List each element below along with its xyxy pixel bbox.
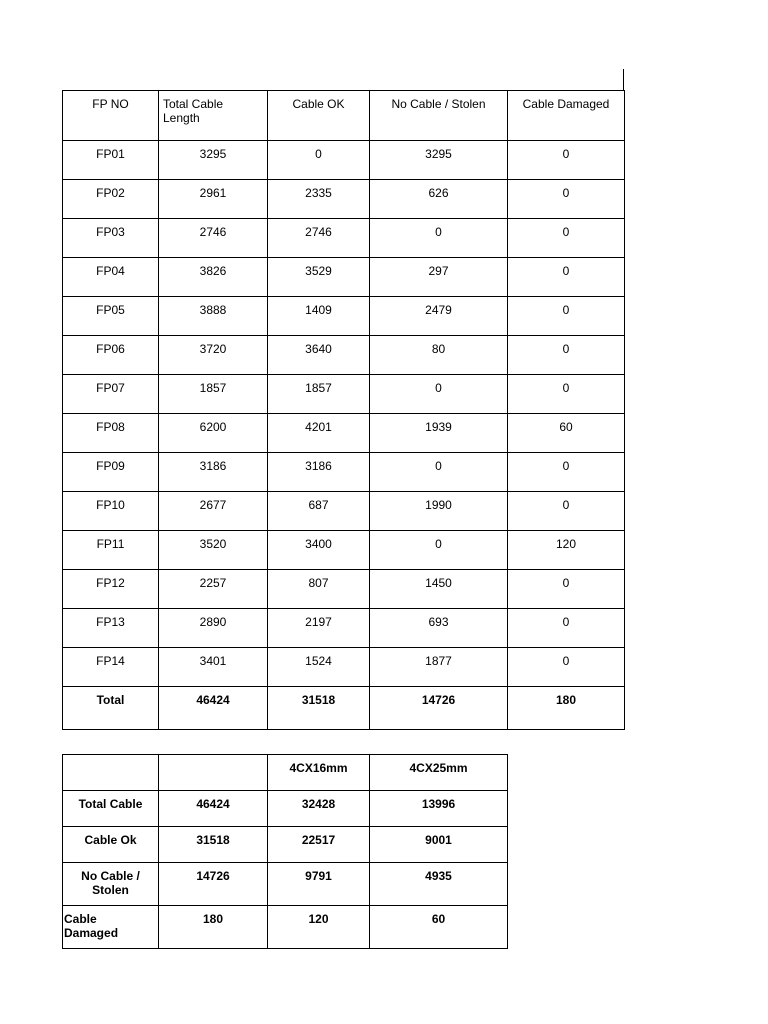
cell-cable-ok: 4201: [268, 414, 370, 453]
cell-no-cable-stolen: 297: [370, 258, 508, 297]
cell-fp-no: FP11: [63, 531, 159, 570]
cell-cable-ok: 2335: [268, 180, 370, 219]
cell-cable-damaged: 0: [508, 258, 625, 297]
total-cable-damaged: 180: [508, 687, 625, 730]
table-row: [63, 219, 625, 258]
summary-header-blank-2: [159, 755, 268, 791]
cell-fp-no: FP09: [63, 453, 159, 492]
summary-header-4cx16mm: 4CX16mm: [268, 755, 370, 791]
summary-row-total-cable: [63, 791, 508, 827]
cell-cable-ok: 3640: [268, 336, 370, 375]
summary-value: 32428: [268, 791, 370, 827]
cell-cable-ok: 687: [268, 492, 370, 531]
header-cable-ok: Cable OK: [268, 91, 370, 141]
cell-fp-no: FP06: [63, 336, 159, 375]
table-row: [63, 414, 625, 453]
summary-value: 22517: [268, 827, 370, 863]
summary-label: No Cable / Stolen: [63, 863, 159, 906]
cell-cable-damaged: 0: [508, 570, 625, 609]
cell-fp-no: FP12: [63, 570, 159, 609]
summary-value: 13996: [370, 791, 508, 827]
cell-total-cable-length: 2257: [159, 570, 268, 609]
table-row: [63, 570, 625, 609]
cell-cable-ok: 0: [268, 141, 370, 180]
summary-value: 31518: [159, 827, 268, 863]
cell-total-cable-length: 3826: [159, 258, 268, 297]
cell-no-cable-stolen: 0: [370, 375, 508, 414]
table-row: [63, 609, 625, 648]
summary-row-cable-ok: [63, 827, 508, 863]
summary-header-4cx25mm: 4CX25mm: [370, 755, 508, 791]
table-row: [63, 492, 625, 531]
summary-header-row: [63, 755, 508, 791]
cell-fp-no: FP07: [63, 375, 159, 414]
summary-value: 180: [159, 906, 268, 949]
cell-total-cable-length: 3888: [159, 297, 268, 336]
cell-fp-no: FP13: [63, 609, 159, 648]
cable-status-table: [62, 90, 625, 730]
cell-cable-ok: 807: [268, 570, 370, 609]
cell-cable-ok: 3400: [268, 531, 370, 570]
cell-no-cable-stolen: 1939: [370, 414, 508, 453]
summary-value: 60: [370, 906, 508, 949]
cell-fp-no: FP02: [63, 180, 159, 219]
cell-no-cable-stolen: 1990: [370, 492, 508, 531]
summary-value: 9791: [268, 863, 370, 906]
cell-cable-ok: 1857: [268, 375, 370, 414]
cell-fp-no: FP04: [63, 258, 159, 297]
cell-total-cable-length: 2746: [159, 219, 268, 258]
table-row: [63, 258, 625, 297]
cell-cable-ok: 2197: [268, 609, 370, 648]
cell-cable-damaged: 60: [508, 414, 625, 453]
cell-total-cable-length: 6200: [159, 414, 268, 453]
cell-fp-no: FP05: [63, 297, 159, 336]
cell-cable-damaged: 0: [508, 375, 625, 414]
cell-cable-ok: 3529: [268, 258, 370, 297]
cell-no-cable-stolen: 0: [370, 219, 508, 258]
cell-cable-damaged: 0: [508, 141, 625, 180]
table-row: [63, 531, 625, 570]
table-row: [63, 180, 625, 219]
cell-fp-no: FP01: [63, 141, 159, 180]
summary-table: [62, 754, 508, 949]
cell-total-cable-length: 2890: [159, 609, 268, 648]
cell-cable-ok: 3186: [268, 453, 370, 492]
cell-no-cable-stolen: 0: [370, 531, 508, 570]
summary-value: 9001: [370, 827, 508, 863]
table-row: [63, 297, 625, 336]
total-label: Total: [63, 687, 159, 730]
cell-cable-damaged: 0: [508, 648, 625, 687]
cell-cable-ok: 1524: [268, 648, 370, 687]
cell-no-cable-stolen: 0: [370, 453, 508, 492]
summary-label: Cable Damaged: [63, 906, 159, 949]
summary-value: 120: [268, 906, 370, 949]
total-cable-length: 46424: [159, 687, 268, 730]
page-edge-line: [623, 69, 624, 91]
table-body: [63, 141, 625, 687]
summary-value: 14726: [159, 863, 268, 906]
cell-cable-damaged: 0: [508, 453, 625, 492]
header-cable-damaged: Cable Damaged: [508, 91, 625, 141]
summary-header-blank-1: [63, 755, 159, 791]
cell-no-cable-stolen: 3295: [370, 141, 508, 180]
summary-value: 46424: [159, 791, 268, 827]
cell-cable-damaged: 0: [508, 492, 625, 531]
header-total-cable-length: Total Cable Length: [159, 91, 268, 141]
cell-no-cable-stolen: 80: [370, 336, 508, 375]
cell-no-cable-stolen: 1877: [370, 648, 508, 687]
cell-total-cable-length: 1857: [159, 375, 268, 414]
table-row: [63, 375, 625, 414]
summary-value: 4935: [370, 863, 508, 906]
summary-label: Total Cable: [63, 791, 159, 827]
table-row: [63, 141, 625, 180]
total-cable-ok: 31518: [268, 687, 370, 730]
cell-cable-damaged: 0: [508, 297, 625, 336]
cell-fp-no: FP14: [63, 648, 159, 687]
total-no-cable: 14726: [370, 687, 508, 730]
cell-no-cable-stolen: 1450: [370, 570, 508, 609]
cell-total-cable-length: 3186: [159, 453, 268, 492]
cell-cable-damaged: 0: [508, 609, 625, 648]
cell-total-cable-length: 3720: [159, 336, 268, 375]
cell-cable-ok: 2746: [268, 219, 370, 258]
table-row: [63, 336, 625, 375]
cell-cable-damaged: 0: [508, 180, 625, 219]
cell-no-cable-stolen: 2479: [370, 297, 508, 336]
cell-total-cable-length: 2677: [159, 492, 268, 531]
cell-cable-damaged: 120: [508, 531, 625, 570]
header-no-cable-stolen: No Cable / Stolen: [370, 91, 508, 141]
table-row: [63, 648, 625, 687]
cell-total-cable-length: 2961: [159, 180, 268, 219]
table-header-row: [63, 91, 625, 141]
summary-row-no-cable: [63, 863, 508, 906]
cell-cable-ok: 1409: [268, 297, 370, 336]
cell-total-cable-length: 3401: [159, 648, 268, 687]
cell-no-cable-stolen: 626: [370, 180, 508, 219]
table-row: [63, 453, 625, 492]
cell-cable-damaged: 0: [508, 219, 625, 258]
total-row: [63, 687, 625, 730]
header-fp-no: FP NO: [63, 91, 159, 141]
cell-total-cable-length: 3520: [159, 531, 268, 570]
cell-total-cable-length: 3295: [159, 141, 268, 180]
cell-fp-no: FP08: [63, 414, 159, 453]
cell-fp-no: FP10: [63, 492, 159, 531]
summary-row-cable-damaged: [63, 906, 508, 949]
cell-no-cable-stolen: 693: [370, 609, 508, 648]
summary-label: Cable Ok: [63, 827, 159, 863]
cell-fp-no: FP03: [63, 219, 159, 258]
cell-cable-damaged: 0: [508, 336, 625, 375]
